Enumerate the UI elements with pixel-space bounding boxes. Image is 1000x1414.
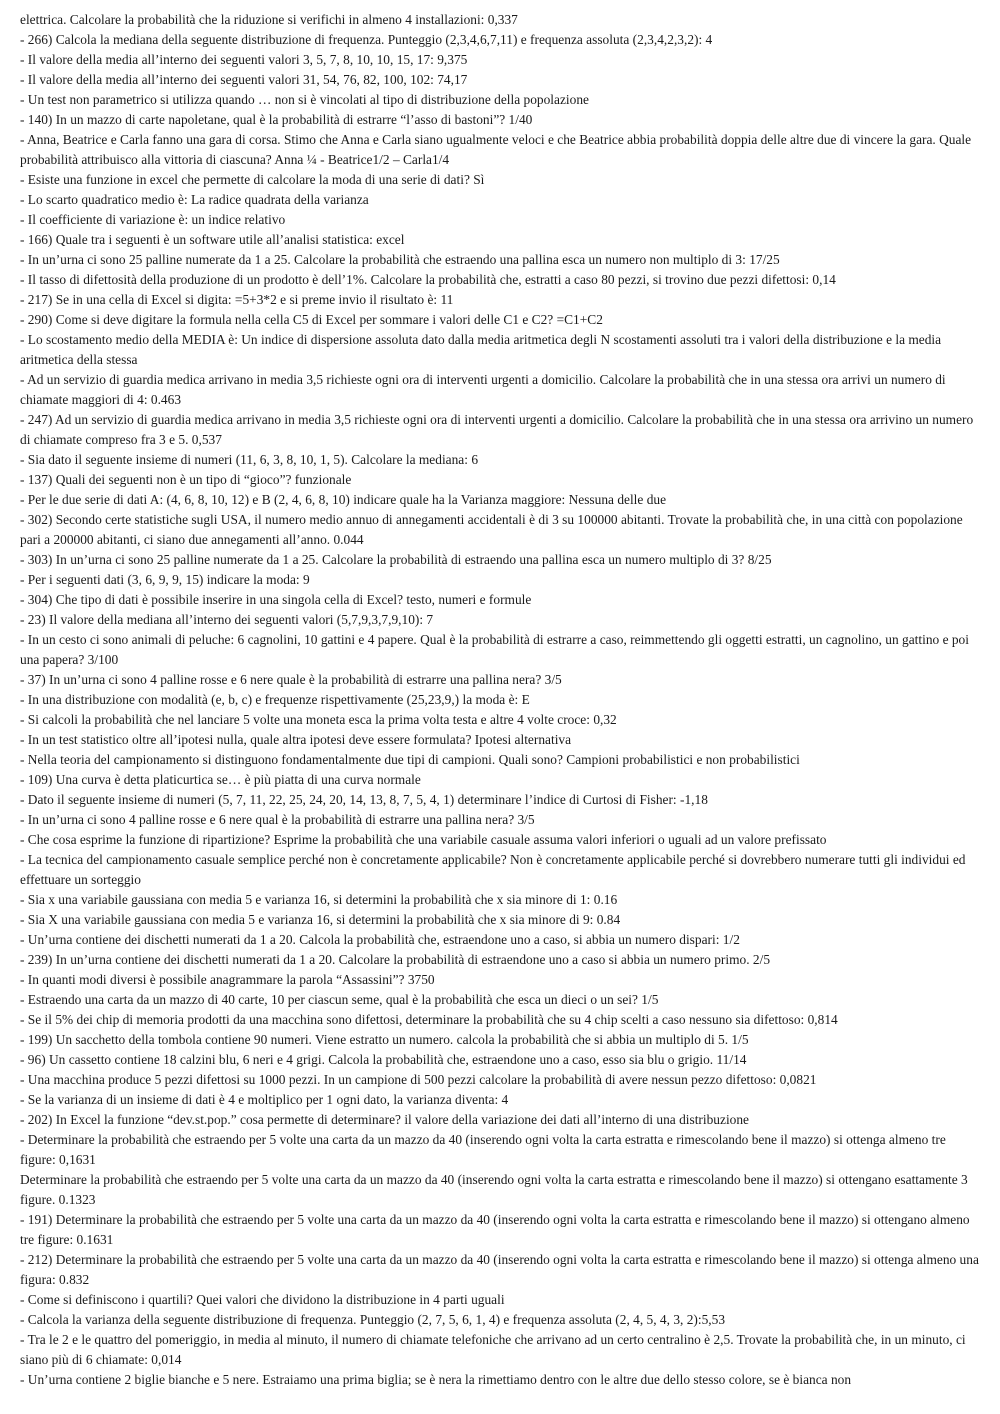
document-paragraph: - Esiste una funzione in excel che permette di calcolare la moda di una serie di dati? Sì xyxy=(20,172,485,187)
document-paragraph: - 217) Se in una cella di Excel si digita: =5+3*2 e si preme invio il risultato è: 11 xyxy=(20,292,454,307)
document-paragraph: - Per i seguenti dati (3, 6, 9, 9, 15) indicare la moda: 9 xyxy=(20,572,310,587)
document-paragraph: - Se la varianza di un insieme di dati è 4 e moltiplico per 1 ogni dato, la varianza diventa: 4 xyxy=(20,1092,509,1107)
document-paragraph: - Un’urna contiene dei dischetti numerati da 1 a 20. Calcola la probabilità che, estraendone uno a caso, si abbia un numero dispari: 1/2 xyxy=(20,932,740,947)
document-paragraph: - In un cesto ci sono animali di peluche: 6 cagnolini, 10 gattini e 4 papere. Qual è la probabilità di estrarre a caso, reimmettendo gli oggetti estratti, un cagnolino, un gattino e poi una papera? 3/100 xyxy=(20,632,969,667)
document-paragraph: - In un’urna ci sono 25 palline numerate da 1 a 25. Calcolare la probabilità che estraendo una pallina esca un numero non multiplo di 3: 17/25 xyxy=(20,252,780,267)
document-paragraph: - Estraendo una carta da un mazzo di 40 carte, 10 per ciascun seme, qual è la probabilità che esca un dieci o un sei? 1/5 xyxy=(20,992,659,1007)
document-paragraph: elettrica. Calcolare la probabilità che la riduzione si verifichi in almeno 4 installazioni: 0,337 xyxy=(20,12,518,27)
document-paragraph: - 137) Quali dei seguenti non è un tipo di “gioco”? funzionale xyxy=(20,472,352,487)
document-paragraph: - Anna, Beatrice e Carla fanno una gara di corsa. Stimo che Anna e Carla siano ugualmente veloci e che Beatrice abbia probabilità doppia delle altre due di vincere la gara. Quale probabilità attribuisco alla vittoria di ciascuna? Anna ¼ - Beatrice1/2 – Carla1/4 xyxy=(20,132,972,167)
document-paragraph: - La tecnica del campionamento casuale semplice perché non è concretamente applicabile? Non è concretamente applicabile perché si dovrebbero numerare tutti gli individui ed effettuare un sorteggio xyxy=(20,852,966,887)
document-paragraph: - Il valore della media all’interno dei seguenti valori 3, 5, 7, 8, 10, 10, 15, 17: 9,375 xyxy=(20,52,468,67)
document-paragraph: - Una macchina produce 5 pezzi difettosi su 1000 pezzi. In un campione di 500 pezzi calcolare la probabilità di avere nessun pezzo difettoso: 0,0821 xyxy=(20,1072,817,1087)
document-paragraph: - 290) Come si deve digitare la formula nella cella C5 di Excel per sommare i valori delle C1 e C2? =C1+C2 xyxy=(20,312,603,327)
document-paragraph: - Il tasso di difettosità della produzione di un prodotto è dell’1%. Calcolare la probabilità che, estratti a caso 80 pezzi, si trovino due pezzi difettosi: 0,14 xyxy=(20,272,836,287)
document-paragraph: - Lo scostamento medio della MEDIA è: Un indice di dispersione assoluta dato dalla media aritmetica degli N scostamenti assoluti tra i valori della distribuzione e la media aritmetica della stessa xyxy=(20,332,942,367)
document-body xyxy=(20,10,982,1390)
document-paragraph: Determinare la probabilità che estraendo per 5 volte una carta da un mazzo da 40 (inserendo ogni volta la carta estratta e rimescolando bene il mazzo) si ottengano esattamente 3 figure. 0.1323 xyxy=(20,1172,968,1207)
document-paragraph: - Lo scarto quadratico medio è: La radice quadrata della varianza xyxy=(20,192,369,207)
document-paragraph: - 212) Determinare la probabilità che estraendo per 5 volte una carta da un mazzo da 40 (inserendo ogni volta la carta estratta e rimescolando bene il mazzo) si ottenga almeno una figura: 0.832 xyxy=(20,1252,979,1287)
document-paragraph: - Nella teoria del campionamento si distinguono fondamentalmente due tipi di campioni. Quali sono? Campioni probabilistici e non probabilistici xyxy=(20,752,800,767)
document-paragraph: - 140) In un mazzo di carte napoletane, qual è la probabilità di estrarre “l’asso di bastoni”? 1/40 xyxy=(20,112,533,127)
document-paragraph: - Un test non parametrico si utilizza quando … non si è vincolati al tipo di distribuzione della popolazione xyxy=(20,92,589,107)
document-paragraph: - 37) In un’urna ci sono 4 palline rosse e 6 nere quale è la probabilità di estrarre una pallina nera? 3/5 xyxy=(20,672,562,687)
document-paragraph: - Il valore della media all’interno dei seguenti valori 31, 54, 76, 82, 100, 102: 74,17 xyxy=(20,72,468,87)
document-paragraph: - Si calcoli la probabilità che nel lanciare 5 volte una moneta esca la prima volta testa e altre 4 volte croce: 0,32 xyxy=(20,712,617,727)
document-paragraph: - 266) Calcola la mediana della seguente distribuzione di frequenza. Punteggio (2,3,4,6,7,11) e frequenza assoluta (2,3,4,2,3,2): 4 xyxy=(20,32,713,47)
document-paragraph: - 109) Una curva è detta platicurtica se… è più piatta di una curva normale xyxy=(20,772,421,787)
document-paragraph: - In una distribuzione con modalità (e, b, c) e frequenze rispettivamente (25,23,9,) la moda è: E xyxy=(20,692,530,707)
document-paragraph: - 23) Il valore della mediana all’interno dei seguenti valori (5,7,9,3,7,9,10): 7 xyxy=(20,612,434,627)
document-paragraph: - 303) In un’urna ci sono 25 palline numerate da 1 a 25. Calcolare la probabilità di estraendo una pallina esca un numero multiplo di 3? 8/25 xyxy=(20,552,772,567)
document-paragraph: - 199) Un sacchetto della tombola contiene 90 numeri. Viene estratto un numero. calcola la probabilità che si abbia un multiplo di 5. 1/5 xyxy=(20,1032,749,1047)
document-paragraph: - Se il 5% dei chip di memoria prodotti da una macchina sono difettosi, determinare la probabilità che su 4 chip scelti a caso nessuno sia difettoso: 0,814 xyxy=(20,1012,838,1027)
document-paragraph: - 239) In un’urna contiene dei dischetti numerati da 1 a 20. Calcolare la probabilità di estraendone uno a caso si abbia un numero primo. 2/5 xyxy=(20,952,771,967)
document-paragraph: - In un’urna ci sono 4 palline rosse e 6 nere qual è la probabilità di estrarre una pallina nera? 3/5 xyxy=(20,812,535,827)
document-paragraph: - In quanti modi diversi è possibile anagrammare la parola “Assassini”? 3750 xyxy=(20,972,435,987)
document-paragraph: - 166) Quale tra i seguenti è un software utile all’analisi statistica: excel xyxy=(20,232,405,247)
document-paragraph: - Sia dato il seguente insieme di numeri (11, 6, 3, 8, 10, 1, 5). Calcolare la mediana: 6 xyxy=(20,452,479,467)
document-paragraph: - In un test statistico oltre all’ipotesi nulla, quale altra ipotesi deve essere formulata? Ipotesi alternativa xyxy=(20,732,572,747)
document-paragraph: - Per le due serie di dati A: (4, 6, 8, 10, 12) e B (2, 4, 6, 8, 10) indicare quale ha la Varianza maggiore: Nessuna delle due xyxy=(20,492,667,507)
document-paragraph: - Calcola la varianza della seguente distribuzione di frequenza. Punteggio (2, 7, 5, 6, 1, 4) e frequenza assoluta (2, 4, 5, 4, 3, 2):5,53 xyxy=(20,1312,726,1327)
document-paragraph: - 191) Determinare la probabilità che estraendo per 5 volte una carta da un mazzo da 40 (inserendo ogni volta la carta estratta e rimescolando bene il mazzo) si ottengano almeno tre figure: 0.1631 xyxy=(20,1212,970,1247)
document-paragraph: - Ad un servizio di guardia medica arrivano in media 3,5 richieste ogni ora di interventi urgenti a domicilio. Calcolare la probabilità che in una stessa ora arrivi un numero di chiamate maggiori di 4: 0.463 xyxy=(20,372,946,407)
document-paragraph: - Sia x una variabile gaussiana con media 5 e varianza 16, si determini la probabilità che x sia minore di 1: 0.16 xyxy=(20,892,618,907)
document-paragraph: - Sia X una variabile gaussiana con media 5 e varianza 16, si determini la probabilità che x sia minore di 9: 0.84 xyxy=(20,912,621,927)
document-paragraph: - 304) Che tipo di dati è possibile inserire in una singola cella di Excel? testo, numeri e formule xyxy=(20,592,532,607)
document-paragraph: - Determinare la probabilità che estraendo per 5 volte una carta da un mazzo da 40 (inserendo ogni volta la carta estratta e rimescolando bene il mazzo) si ottenga almeno tre figure: 0,1631 xyxy=(20,1132,946,1167)
document-paragraph: - 247) Ad un servizio di guardia medica arrivano in media 3,5 richieste ogni ora di interventi urgenti a domicilio. Calcolare la probabilità che in una stessa ora arrivino un numero di chiamate compreso fra 3 e 5. 0,537 xyxy=(20,412,974,447)
document-paragraph: - Il coefficiente di variazione è: un indice relativo xyxy=(20,212,286,227)
document-paragraph: - Dato il seguente insieme di numeri (5, 7, 11, 22, 25, 24, 20, 14, 13, 8, 7, 5, 4, 1) determinare l’indice di Curtosi di Fisher: -1,18 xyxy=(20,792,708,807)
document-paragraph: - 302) Secondo certe statistiche sugli USA, il numero medio annuo di annegamenti accidentali è di 3 su 100000 abitanti. Trovate la probabilità che, in una città con popolazione pari a 200000 abitanti, ci siano due annegamenti all’anno. 0.044 xyxy=(20,512,963,547)
document-paragraph: - Che cosa esprime la funzione di ripartizione? Esprime la probabilità che una variabile casuale assuma valori inferiori o uguali ad un valore prefissato xyxy=(20,832,827,847)
document-paragraph: - Un’urna contiene 2 biglie bianche e 5 nere. Estraiamo una prima biglia; se è nera la rimettiamo dentro con le altre due dello stesso colore, se è bianca non xyxy=(20,1372,852,1387)
document-paragraph: - Come si definiscono i quartili? Quei valori che dividono la distribuzione in 4 parti uguali xyxy=(20,1292,505,1307)
document-paragraph: - Tra le 2 e le quattro del pomeriggio, in media al minuto, il numero di chiamate telefoniche che arrivano ad un certo centralino è 2,5. Trovate la probabilità che, in un minuto, ci siano più di 6 chiamate: 0,014 xyxy=(20,1332,966,1367)
document-paragraph: - 96) Un cassetto contiene 18 calzini blu, 6 neri e 4 grigi. Calcola la probabilità che, estraendone uno a caso, esso sia blu o grigio. 11/14 xyxy=(20,1052,747,1067)
document-paragraph: - 202) In Excel la funzione “dev.st.pop.” cosa permette di determinare? il valore della variazione dei dati all’interno di una distribuzione xyxy=(20,1112,750,1127)
